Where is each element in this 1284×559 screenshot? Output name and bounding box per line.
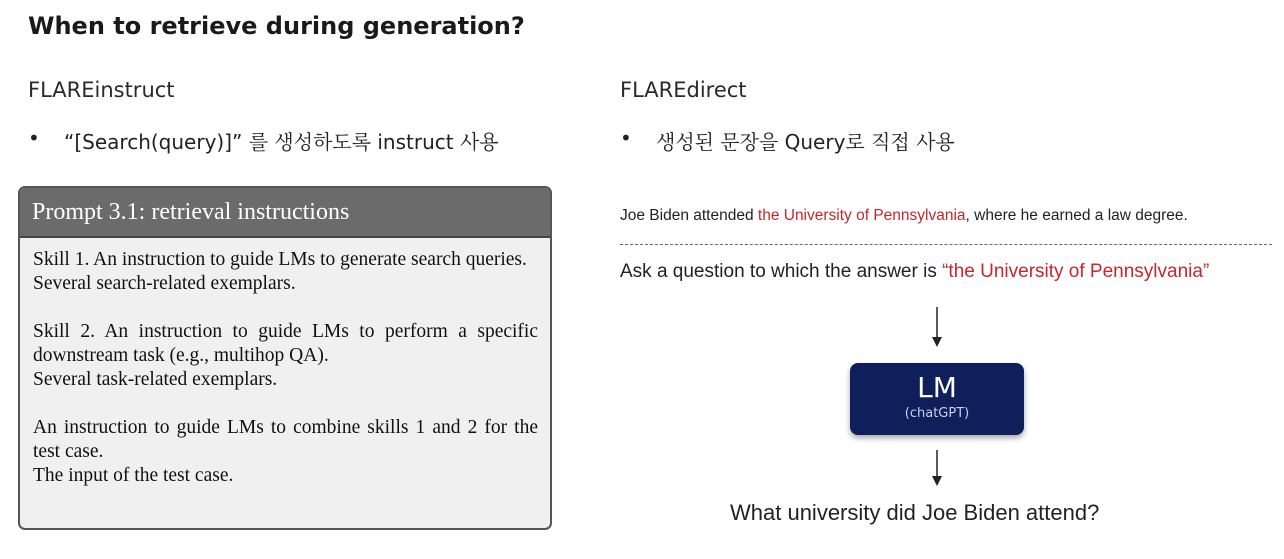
sentence-highlight: the University of Pennsylvania: [757, 207, 966, 224]
flaredirect-bullet: [620, 126, 955, 155]
question-prompt: [620, 261, 1209, 283]
down-arrow-icon: [927, 448, 947, 488]
bullet-dot: •: [28, 126, 40, 150]
sentence-before: Joe Biden attended: [620, 207, 758, 224]
question-before: Ask a question to which the answer is: [620, 261, 943, 282]
lm-title: LM: [917, 371, 957, 404]
flaredirect-bullet-text: 생성된 문장을 Query로 직접 사용: [656, 130, 955, 154]
skill-instruction: An instruction to guide LMs to combine skills 1 and 2 for the test case.: [33, 417, 538, 462]
lm-box: [850, 363, 1024, 435]
skill-instruction: Skill 1. An instruction to guide LMs to generate search queries.: [33, 249, 527, 270]
skill-instruction: Skill 2. An instruction to guide LMs to perform a specific downstream task (e.g., multihop QA).: [33, 321, 538, 366]
question-highlight: “the University of Pennsylvania”: [942, 261, 1210, 282]
prompt-box: [18, 186, 552, 530]
bullet-dot: •: [620, 126, 632, 150]
slide-title: When to retrieve during generation?: [28, 12, 525, 40]
lm-subtitle: (chatGPT): [904, 406, 970, 421]
flareinstruct-heading: FLAREinstruct: [28, 78, 175, 102]
skill-exemplars: Several task-related exemplars.: [33, 369, 278, 390]
prompt-header: Prompt 3.1: retrieval instructions: [20, 188, 550, 238]
flaredirect-heading: FLAREdirect: [620, 78, 747, 102]
generated-sentence: [620, 207, 1188, 225]
dashed-divider: [620, 244, 1272, 245]
skill-exemplars: The input of the test case.: [33, 465, 234, 486]
prompt-skill-1: [33, 248, 538, 296]
prompt-skill-2: [33, 320, 538, 392]
flareinstruct-bullet-text: “[Search(query)]” 를 생성하도록 instruct 사용: [64, 130, 499, 154]
down-arrow-icon: [927, 305, 947, 349]
generated-query: What university did Joe Biden attend?: [730, 500, 1100, 525]
prompt-combine: [33, 416, 538, 488]
sentence-after: , where he earned a law degree.: [965, 207, 1188, 224]
flareinstruct-bullet: [28, 126, 499, 155]
prompt-body: [20, 238, 550, 488]
skill-exemplars: Several search-related exemplars.: [33, 273, 296, 294]
